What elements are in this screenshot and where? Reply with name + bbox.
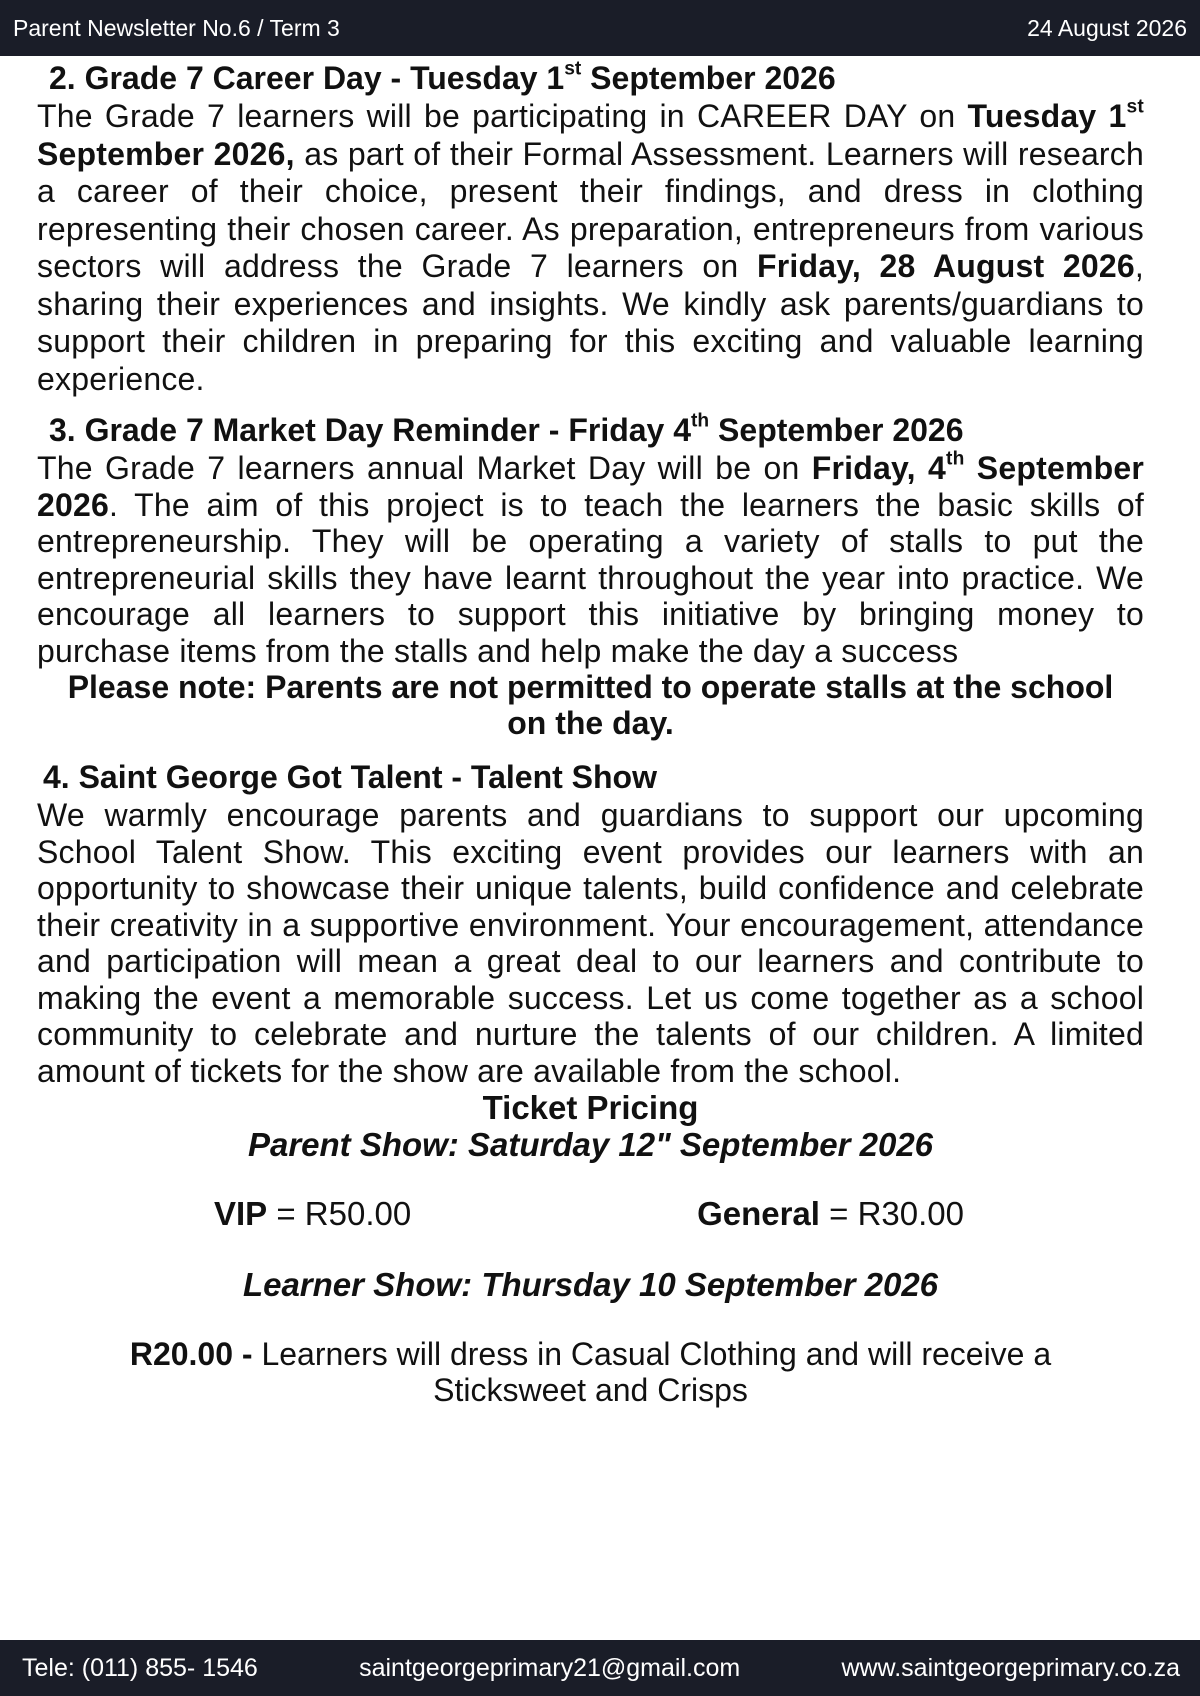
section-3-heading-sup: th (691, 410, 710, 432)
vip-label: VIP (214, 1195, 268, 1232)
section-3-text-1: The Grade 7 learners annual Market Day will be on (37, 450, 812, 486)
general-price (697, 1194, 964, 1234)
section-2-bold-date: Tuesday 1 (967, 98, 1127, 134)
footer-bar (0, 1640, 1200, 1696)
vip-amount: = R50.00 (267, 1195, 412, 1232)
general-label: General (697, 1195, 820, 1232)
section-3-bold-date-end: September 2026 (37, 450, 1144, 523)
section-2-text-3: , sharing their experiences and insights. We kindly ask parents/guardians to support their children in preparing for this exciting and valuable learning experience. (37, 248, 1144, 397)
section-3-paragraph (37, 450, 1144, 669)
section-2-paragraph (37, 98, 1144, 398)
section-4-heading: 4. Saint George Got Talent - Talent Show (43, 759, 657, 795)
section-2-heading-text: 2. Grade 7 Career Day - Tuesday 1 (49, 60, 565, 96)
footer-email: saintgeorgeprimary21@gmail.com (359, 1653, 741, 1682)
section-2-bold-sup: st (1126, 96, 1144, 118)
general-amount: = R30.00 (819, 1195, 964, 1232)
vip-price (214, 1194, 411, 1234)
header-bar (0, 0, 1200, 56)
section-2-text-1: The Grade 7 learners will be participating in CAREER DAY on (37, 98, 968, 134)
learner-description: Learners will dress in Casual Clothing and will receive a Sticksweet and Crisps (252, 1336, 1052, 1408)
learner-show-price (37, 1336, 1144, 1408)
section-3-bold-sup: th (946, 448, 965, 470)
ticket-pricing-title: Ticket Pricing (482, 1089, 699, 1126)
section-2-text-2: as part of their Formal Assessment. Learners will research a career of their choice, present their findings, and dress in clothing representing their chosen career. As preparation, entrepreneurs from various sectors will address the Grade 7 learners on (37, 135, 1144, 284)
section-2-bold-friday: Friday, 28 August 2026 (756, 248, 1135, 284)
section-3-bold-date: Friday, 4 (811, 450, 946, 486)
newsletter-body (37, 56, 1144, 1408)
section-3-heading (49, 410, 1144, 450)
footer-telephone: Tele: (011) 855- 1546 (22, 1653, 258, 1682)
section-3-heading-text-end: September 2026 (709, 412, 964, 448)
section-2-heading-text-end: September 2026 (581, 60, 836, 96)
newsletter-title: Parent Newsletter No.6 / Term 3 (13, 14, 340, 41)
parent-show-title: Parent Show: Saturday 12" September 2026 (247, 1126, 934, 1163)
section-2-heading (49, 58, 1144, 98)
section-3-heading-text: 3. Grade 7 Market Day Reminder - Friday 4 (49, 412, 692, 448)
parent-show-prices (37, 1194, 1144, 1234)
section-2-bold-date-end: September 2026, (37, 135, 295, 172)
footer-website: www.saintgeorgeprimary.co.za (841, 1653, 1180, 1682)
newsletter-date: 24 August 2026 (1027, 14, 1187, 41)
section-2-heading-sup: st (564, 58, 582, 80)
learner-price: R20.00 - (129, 1336, 253, 1372)
section-4-paragraph: We warmly encourage parents and guardians to support our upcoming School Talent Show. This exciting event provides our learners with an opportunity to showcase their unique talents, build confidence and celebrate their creativity in a supportive environment. Your encouragement, attendance and participation will mean a great deal to our learners and contribute to making the event a memorable success. Let us come together as a school community to celebrate and nurture the talents of our children. A limited amount of tickets for the show are available from the school. (37, 797, 1144, 1089)
learner-show-title: Learner Show: Thursday 10 September 2026 (242, 1266, 939, 1303)
section-3-note: Please note: Parents are not permitted to operate stalls at the school on the day. (67, 669, 1114, 741)
section-3-text-2: . The aim of this project is to teach the learners the basic skills of entrepreneurship. They will be operating a variety of stalls to put the entrepreneurial skills they have learnt throughout the year into practice. We encourage all learners to support this initiative by bringing money to purchase items from the stalls and help make the day a success (37, 486, 1144, 669)
